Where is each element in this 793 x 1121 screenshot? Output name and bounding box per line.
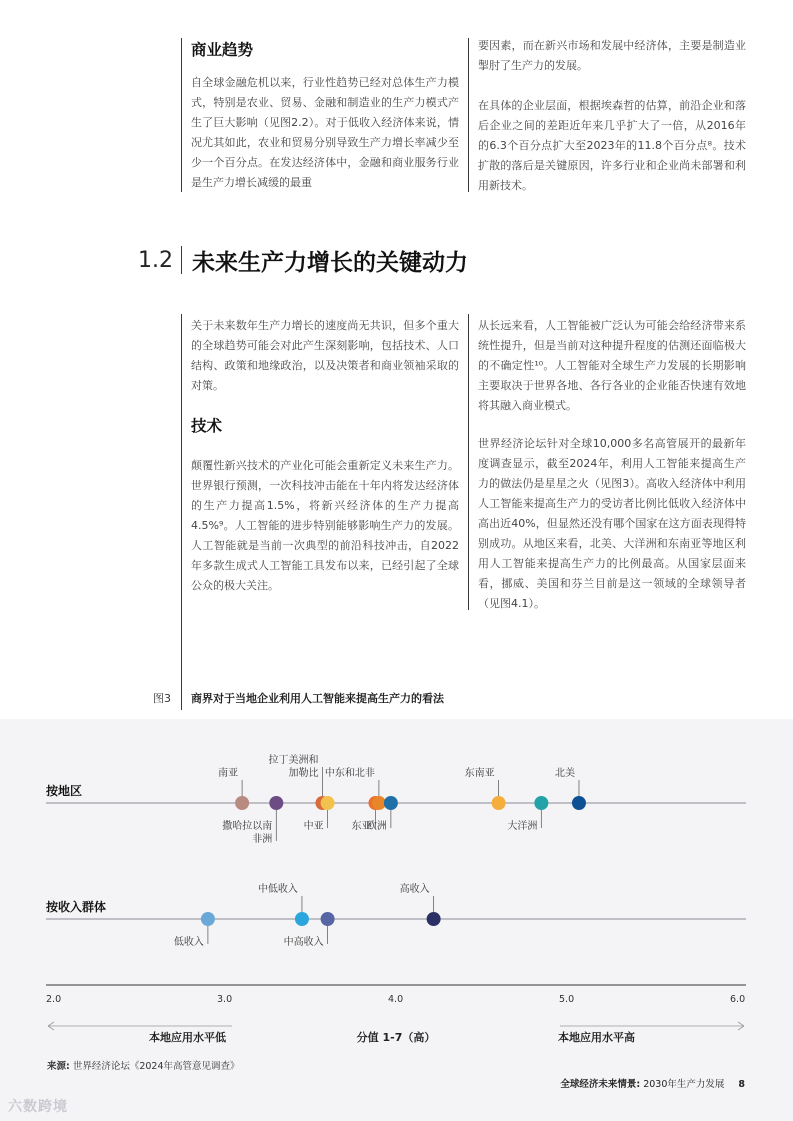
series-name: 按收入群体	[46, 900, 107, 914]
business-trends-heading: 商业趋势	[191, 41, 254, 59]
data-point	[269, 796, 283, 810]
x-tick-label: 3.0	[217, 994, 233, 1005]
data-point	[201, 912, 215, 926]
data-point	[321, 796, 335, 810]
point-label: 东亚	[351, 821, 372, 832]
point-label: 南亚	[218, 768, 239, 779]
page-footer	[560, 1076, 745, 1090]
section-number: 1.2	[138, 248, 173, 273]
data-point	[572, 796, 586, 810]
point-label: 中低收入	[257, 884, 298, 895]
x-tick-label: 5.0	[559, 994, 575, 1005]
data-point	[492, 796, 506, 810]
x-tick-label: 6.0	[730, 994, 746, 1005]
top-left-rule	[181, 38, 182, 192]
data-point	[235, 796, 249, 810]
footer-title: 全球经济未来情景:	[560, 1079, 641, 1090]
point-label: 撒哈拉以南	[222, 821, 273, 832]
middle-right-paragraph-2: 世界经济论坛针对全球10,000多名高管展开的最新年度调查显示，截至2024年，利用人工智能来提高生产力的做法仍是星星之火（见图3）。高收入经济体中利用人工智能来提高生产力的受访者比例比低收入经济体中高出近40%，但显然还没有哪个国家在这方面表现得特别成功。从地区来看，北美、大洋洲和东南亚等地区利用人工智能来提高生产力的比例最高。从国家层面来看，挪威、美国和芬兰目前是这一领域的全球领导者（见图4.1）。	[478, 437, 746, 610]
series-name: 按地区	[46, 784, 83, 798]
point-label: 中东和北非	[324, 768, 375, 779]
top-right-rule	[468, 38, 469, 192]
source-label: 来源:	[47, 1061, 70, 1072]
section-title: 未来生产力增长的关键动力	[192, 250, 468, 276]
data-point	[427, 912, 441, 926]
source-note	[47, 1058, 240, 1072]
figure-label: 图3	[153, 692, 171, 705]
ai-productivity-chart	[0, 719, 793, 1059]
middle-left-rule	[181, 314, 182, 710]
point-label: 北美	[554, 768, 575, 779]
point-label: 中高收入	[283, 937, 324, 948]
point-label: 大洋洲	[507, 821, 538, 832]
point-label: 东南亚	[464, 768, 495, 779]
high-adoption-label: 本地应用水平高	[558, 1031, 635, 1044]
point-label: 高收入	[399, 884, 430, 895]
business-trends-paragraph: 自全球金融危机以来，行业性趋势已经对总体生产力模式，特别是农业、贸易、金融和制造业的生产力模式产生了巨大影响（见图2.2）。对于低收入经济体来说，情况尤其如此，农业和贸易分别导致生产力增长率减少至少一个百分点。在发达经济体中，金融和商业服务行业是生产力增长减缓的最重	[191, 76, 459, 189]
middle-right-rule	[468, 314, 469, 610]
top-right-paragraph-2: 在具体的企业层面，根据埃森哲的估算，前沿企业和落后企业之间的差距近年来几乎扩大了一倍，从2016年的6.3个百分点扩大至2023年的11.8个百分点⁸。技术扩散的落后是关键原因，许多行业和企业尚未部署和利用新技术。	[478, 99, 746, 192]
x-axis-title: 分值 1-7（高）	[356, 1031, 436, 1044]
section-rule	[181, 246, 182, 274]
watermark: 六数跨境	[8, 1099, 68, 1115]
x-tick-label: 2.0	[46, 994, 62, 1005]
middle-left-paragraph-1: 关于未来数年生产力增长的速度尚无共识，但多个重大的全球趋势可能会对此产生深刻影响，包括技术、人口结构、政策和地缘政治，以及决策者和商业领袖采取的对策。	[191, 319, 459, 392]
data-point	[384, 796, 398, 810]
point-label: 欧洲	[366, 821, 387, 832]
data-point	[534, 796, 548, 810]
source-text: 世界经济论坛《2024年高管意见调查》	[72, 1061, 240, 1072]
figure-title: 商界对于当地企业利用人工智能来提高生产力的看法	[191, 692, 444, 705]
point-label: 中亚	[303, 821, 324, 832]
data-point	[321, 912, 335, 926]
data-point	[372, 796, 386, 810]
technology-heading: 技术	[191, 417, 223, 435]
x-tick-label: 4.0	[388, 994, 404, 1005]
technology-paragraph: 颠覆性新兴技术的产业化可能会重新定义未来生产力。世界银行预测，一次科技冲击能在十年内将发达经济体的生产力提高1.5%，将新兴经济体的生产力提高4.5%⁹。人工智能的进步特别能够影响生产力的发展。人工智能就是当前一次典型的前沿科技冲击，自2022年多款生成式人工智能工具发布以来，已经引起了全球公众的极大关注。	[191, 459, 459, 592]
point-label: 加勒比	[288, 768, 319, 779]
middle-right-paragraph-1: 从长远来看，人工智能被广泛认为可能会给经济带来系统性提升，但是当前对这种提升程度的估测还面临极大的不确定性¹⁰。人工智能对全球生产力发展的长期影响主要取决于世界各地、各行各业的企业能否快速有效地将其融入商业模式。	[478, 319, 746, 412]
point-label: 低收入	[173, 937, 204, 948]
page-number: 8	[738, 1079, 745, 1090]
data-point	[295, 912, 309, 926]
point-label: 非洲	[252, 834, 273, 845]
top-right-paragraph-1: 要因素，而在新兴市场和发展中经济体，主要是制造业掣肘了生产力的发展。	[478, 39, 746, 72]
footer-subtitle: 2030年生产力发展	[643, 1079, 725, 1090]
point-label: 拉丁美洲和	[268, 755, 319, 766]
low-adoption-label: 本地应用水平低	[149, 1031, 226, 1044]
